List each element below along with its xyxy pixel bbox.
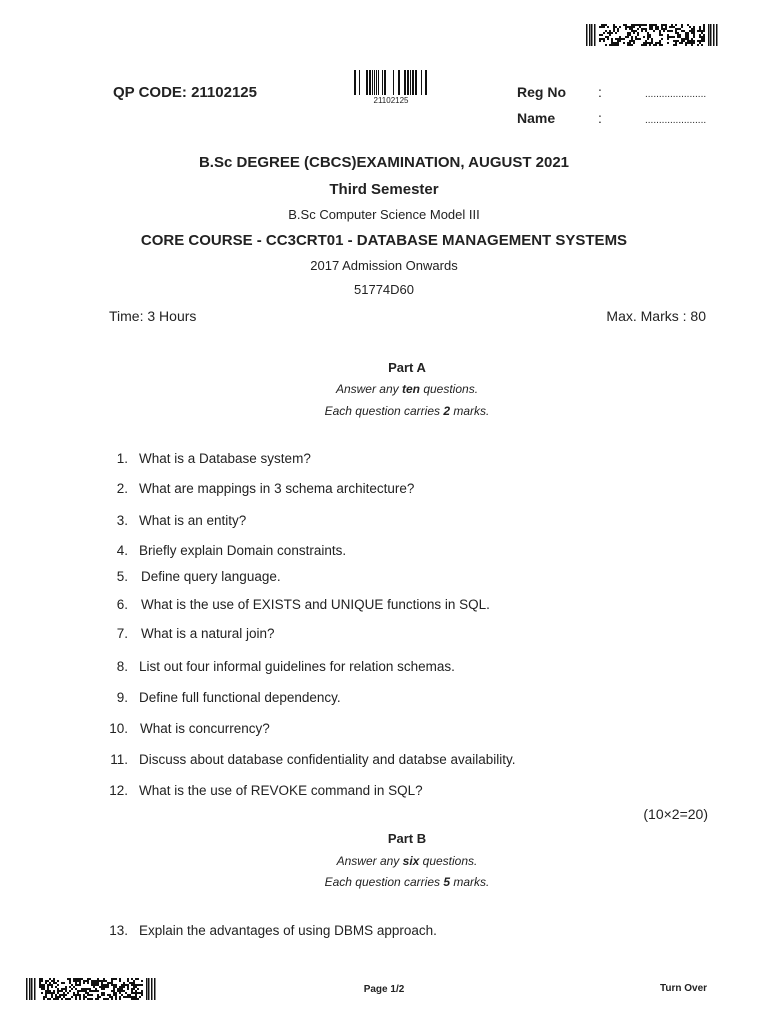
question-text: What is a Database system? <box>139 451 311 466</box>
qp-barcode-number: 21102125 <box>373 96 409 105</box>
max-marks: Max. Marks : 80 <box>606 308 706 324</box>
part-b-instruction-2: Each question carries 5 marks. <box>324 875 490 889</box>
part-a-total-marks: (10×2=20) <box>643 806 708 822</box>
reg-no-label: Reg No <box>517 84 566 100</box>
turn-over-label: Turn Over <box>660 983 708 994</box>
question-text: What is a natural join? <box>141 626 275 641</box>
paper-code: 51774D60 <box>354 282 414 297</box>
question-text: What are mappings in 3 schema architecture? <box>139 481 415 496</box>
question-number: 5. <box>116 569 128 584</box>
question-text: List out four informal guidelines for relation schemas. <box>139 659 455 674</box>
part-a-heading: Part A <box>388 360 426 375</box>
exam-semester: Third Semester <box>329 181 439 198</box>
question-text: Explain the advantages of using DBMS approach. <box>139 923 437 938</box>
question-text: Discuss about database confidentiality and databse availability. <box>139 752 516 767</box>
name-colon: : <box>598 110 602 126</box>
qp-code-barcode <box>354 70 428 95</box>
question-number: 2. <box>116 481 128 496</box>
question-text: What is concurrency? <box>140 721 270 736</box>
exam-time: Time: 3 Hours <box>109 308 197 324</box>
question-number: 6. <box>116 597 128 612</box>
part-b-heading: Part B <box>387 831 427 846</box>
question-number: 7. <box>116 626 128 641</box>
question-text: Define query language. <box>141 569 281 584</box>
question-number: 12. <box>109 783 128 798</box>
question-number: 13. <box>109 923 128 938</box>
question-number: 9. <box>116 690 128 705</box>
question-text: What is the use of EXISTS and UNIQUE functions in SQL. <box>141 597 490 612</box>
question-text: Define full functional dependency. <box>139 690 341 705</box>
exam-title: B.Sc DEGREE (CBCS)EXAMINATION, AUGUST 2021 <box>198 154 570 171</box>
barcode-top-right <box>586 24 718 46</box>
admission-scheme: 2017 Admission Onwards <box>310 258 458 273</box>
part-a-instruction-1: Answer any ten questions. <box>335 382 479 396</box>
question-number: 8. <box>116 659 128 674</box>
question-number: 1. <box>116 451 128 466</box>
course-title: CORE COURSE - CC3CRT01 - DATABASE MANAGEMENT SYSTEMS <box>140 232 628 249</box>
page-number: Page 1/2 <box>363 984 405 995</box>
question-number: 3. <box>116 513 128 528</box>
part-a-instruction-2: Each question carries 2 marks. <box>324 404 490 418</box>
question-text: What is the use of REVOKE command in SQL? <box>139 783 423 798</box>
reg-no-colon: : <box>598 84 602 100</box>
exam-programme: B.Sc Computer Science Model III <box>288 207 480 222</box>
name-label: Name <box>517 110 556 126</box>
question-number: 11. <box>110 752 128 767</box>
reg-no-blank: ...................... <box>645 89 707 100</box>
question-number: 10. <box>109 721 128 736</box>
question-number: 4. <box>116 543 128 558</box>
part-b-instruction-1: Answer any six questions. <box>336 854 478 868</box>
question-text: Briefly explain Domain constraints. <box>139 543 347 558</box>
qp-code: QP CODE: 21102125 <box>113 84 257 101</box>
name-blank: ...................... <box>645 115 707 126</box>
question-text: What is an entity? <box>139 513 247 528</box>
